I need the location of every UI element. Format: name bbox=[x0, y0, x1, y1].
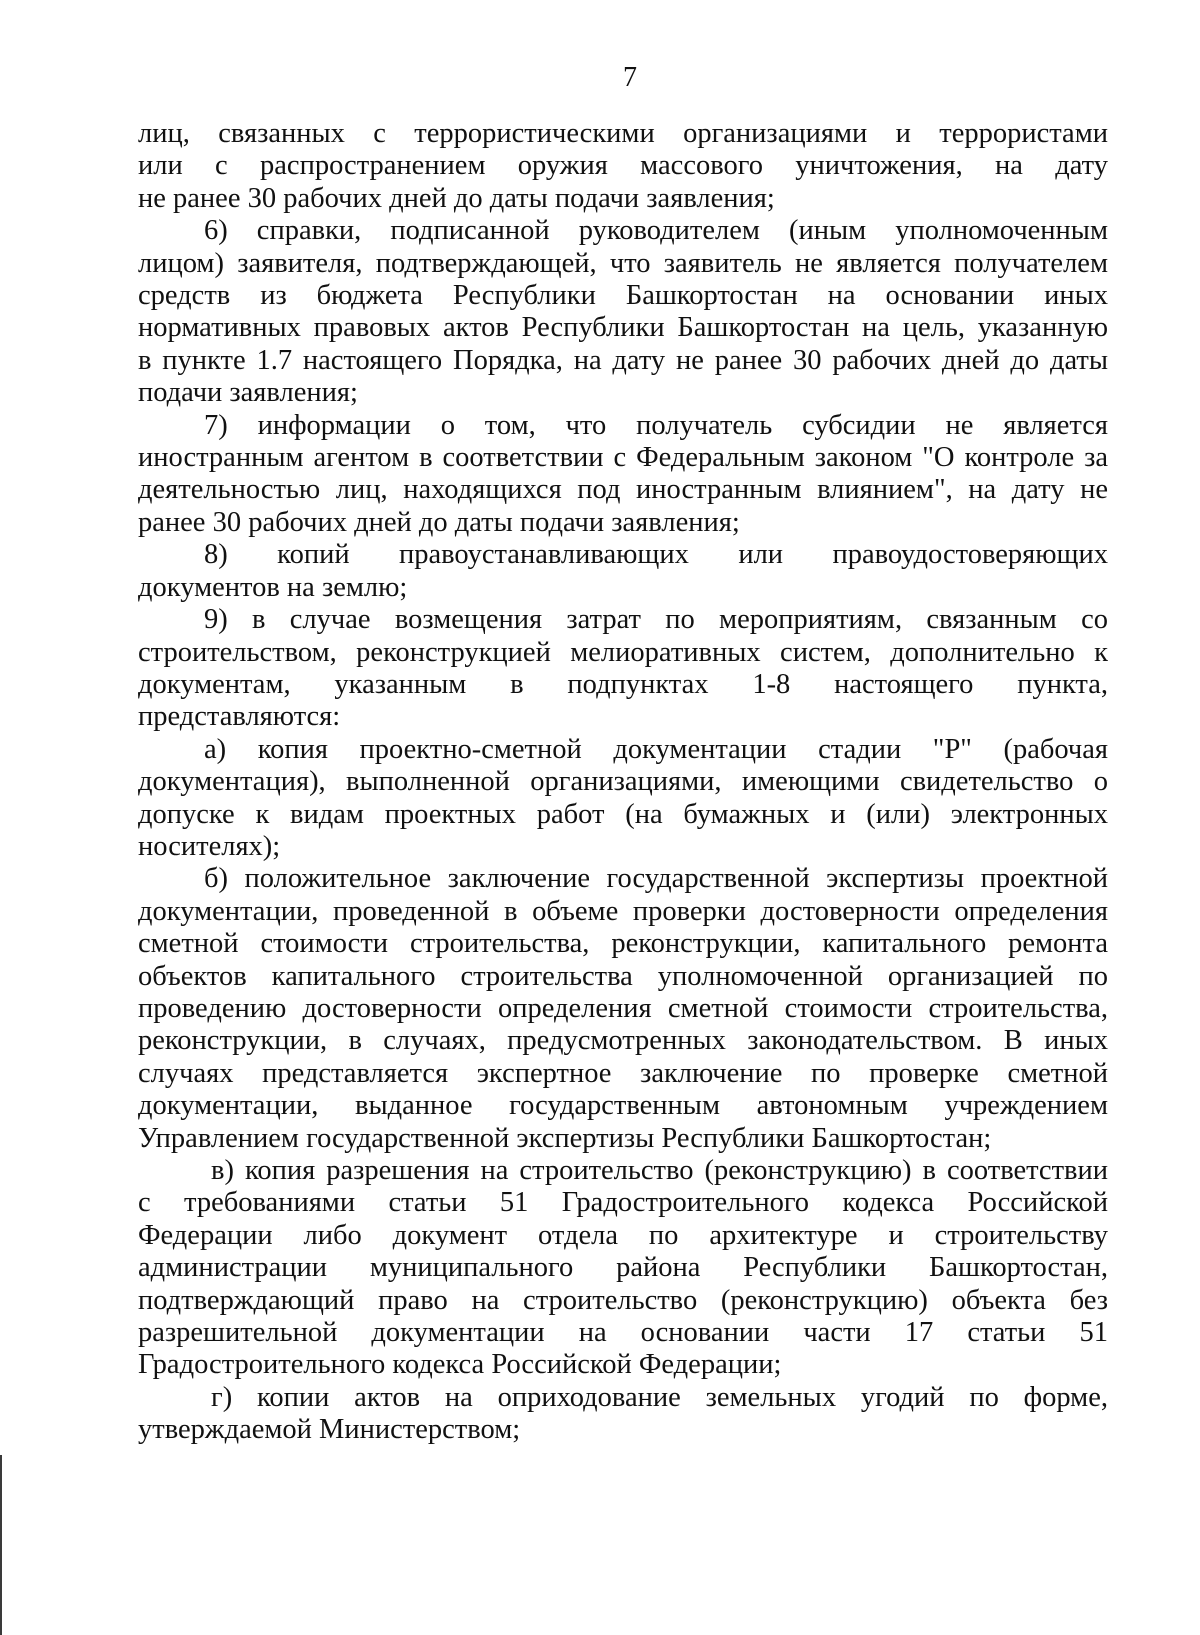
text-line: в пункте 1.7 настоящего Порядка, на дату не ранее 30 рабочих дней до даты bbox=[138, 344, 1108, 376]
text-line: утверждаемой Министерством; bbox=[138, 1414, 521, 1446]
text-line: документация), выполненной организациями, имеющими свидетельство о bbox=[138, 766, 1108, 798]
document-body bbox=[138, 118, 1108, 1447]
text-line: строительством, реконструкцией мелиоративных систем, дополнительно к bbox=[138, 636, 1108, 668]
text-line: средств из бюджета Республики Башкортостан на основании иных bbox=[138, 280, 1108, 312]
text-line: 8) копий правоустанавливающих или правоудостоверяющих bbox=[204, 539, 1108, 571]
text-line: носителях); bbox=[138, 830, 281, 862]
text-line: разрешительной документации на основании части 17 статьи 51 bbox=[138, 1317, 1108, 1349]
paragraph-item-6 bbox=[138, 215, 1108, 409]
paragraph-subitem-a bbox=[138, 734, 1108, 864]
text-line: сметной стоимости строительства, реконструкции, капитального ремонта bbox=[138, 928, 1108, 960]
text-line: подтверждающий право на строительство (реконструкцию) объекта без bbox=[138, 1284, 1108, 1316]
text-line: лиц, связанных с террористическими организациями и террористами bbox=[138, 118, 1108, 149]
text-line: подачи заявления; bbox=[138, 377, 358, 409]
text-line: случаях представляется экспертное заключение по проверке сметной bbox=[138, 1057, 1108, 1089]
text-line: б) положительное заключение государственной экспертизы проектной bbox=[204, 863, 1108, 895]
text-line: документов на землю; bbox=[138, 571, 408, 603]
text-line: проведению достоверности определения сметной стоимости строительства, bbox=[138, 992, 1108, 1024]
text-line: реконструкции, в случаях, предусмотренных законодательством. В иных bbox=[138, 1025, 1108, 1057]
paragraph-item-7 bbox=[138, 410, 1108, 540]
text-line: ранее 30 рабочих дней до даты подачи заявления; bbox=[138, 506, 740, 538]
text-line: документам, указанным в подпунктах 1-8 настоящего пункта, bbox=[138, 668, 1108, 700]
text-line: 6) справки, подписанной руководителем (иным уполномоченным bbox=[204, 215, 1108, 247]
text-line: Градостроительного кодекса Российской Федерации; bbox=[138, 1349, 782, 1381]
text-line: не ранее 30 рабочих дней до даты подачи заявления; bbox=[138, 182, 775, 214]
text-line: г) копии актов на оприходование земельных угодий по форме, bbox=[211, 1381, 1108, 1413]
text-line: 9) в случае возмещения затрат по мероприятиям, связанным со bbox=[204, 604, 1108, 636]
text-line: иностранным агентом в соответствии с Федеральным законом "О контроле за bbox=[138, 442, 1108, 474]
paragraph-continuation bbox=[138, 118, 1108, 215]
text-line: лицом) заявителя, подтверждающей, что заявитель не является получателем bbox=[138, 247, 1108, 279]
text-line: нормативных правовых актов Республики Башкортостан на цель, указанную bbox=[138, 312, 1108, 344]
text-line: в) копия разрешения на строительство (реконструкцию) в соответствии bbox=[211, 1155, 1108, 1186]
text-line: администрации муниципального района Республики Башкортостан, bbox=[138, 1252, 1108, 1284]
paragraph-subitem-v bbox=[138, 1155, 1108, 1382]
paragraph-subitem-g bbox=[138, 1382, 1108, 1447]
text-line: или с распространением оружия массового уничтожения, на дату bbox=[138, 150, 1108, 182]
paragraph-item-8 bbox=[138, 539, 1108, 604]
page-number: 7 bbox=[623, 62, 637, 93]
text-line: документации, выданное государственным автономным учреждением bbox=[138, 1090, 1108, 1122]
text-line: представляются: bbox=[138, 701, 341, 733]
paragraph-item-9 bbox=[138, 604, 1108, 734]
text-line: документации, проведенной в объеме проверки достоверности определения bbox=[138, 895, 1108, 927]
scan-edge-mark bbox=[0, 1455, 2, 1635]
text-line: Управлением государственной экспертизы Республики Башкортостан; bbox=[138, 1122, 992, 1154]
text-line: 7) информации о том, что получатель субсидии не является bbox=[204, 409, 1108, 441]
text-line: с требованиями статьи 51 Градостроительного кодекса Российской bbox=[138, 1187, 1108, 1219]
text-line: Федерации либо документ отдела по архитектуре и строительству bbox=[138, 1219, 1108, 1251]
text-line: деятельностью лиц, находящихся под иностранным влиянием", на дату не bbox=[138, 474, 1108, 506]
text-line: объектов капитального строительства уполномоченной организацией по bbox=[138, 960, 1108, 992]
paragraph-subitem-b bbox=[138, 863, 1108, 1155]
text-line: а) копия проектно-сметной документации стадии "Р" (рабочая bbox=[204, 733, 1108, 765]
text-line: допуске к видам проектных работ (на бумажных и (или) электронных bbox=[138, 798, 1108, 830]
